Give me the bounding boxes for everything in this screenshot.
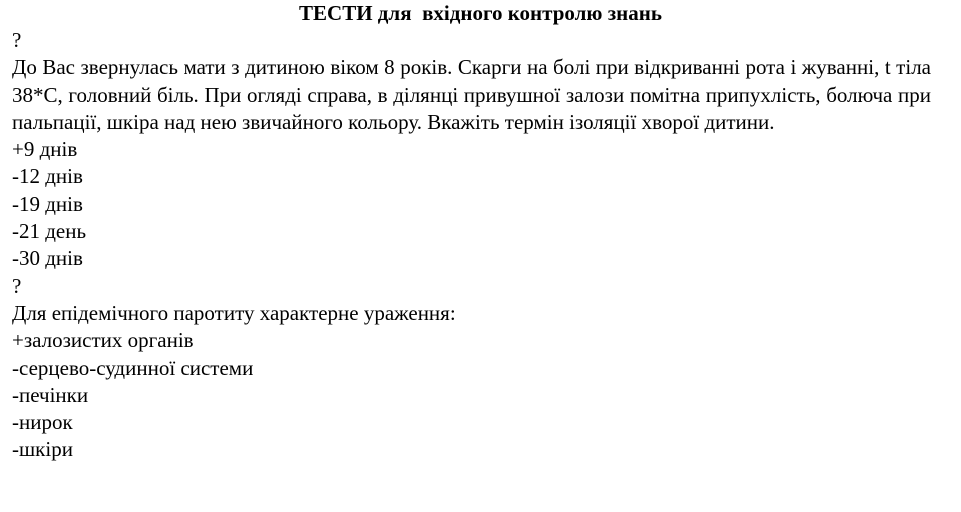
answer-option: -12 днів	[12, 164, 83, 189]
answer-option: -21 день	[12, 219, 87, 244]
question-marker: ?	[12, 273, 22, 298]
answer-option: -19 днів	[12, 191, 83, 216]
answer-option: -серцево-судинної системи	[12, 355, 254, 380]
question-marker: ?	[12, 28, 22, 52]
document-title: ТЕСТИ для вхідного контролю знань	[299, 1, 662, 25]
answer-option: -шкіри	[12, 437, 73, 462]
question-block-2	[12, 273, 931, 464]
answer-option: +залозистих органів	[12, 328, 194, 353]
question-text: Для епідемічного паротиту характерне ураження:	[12, 300, 456, 325]
answer-option: -нирок	[12, 410, 73, 435]
answer-option: -печінки	[12, 382, 89, 407]
answer-option: -30 днів	[12, 246, 83, 271]
question-block-1	[12, 27, 931, 273]
question-text: До Вас звернулась мати з дитиною віком 8 років. Скарги на болі при відкриванні рота і жуванні, t тіла 38*С, головний біль. При огляді справа, в ділянці привушної залози помітна припухлість, болюча при пальпації, шкіра над нею звичайного кольору. Вкажіть термін ізоляції хворої дитини.	[12, 55, 931, 134]
answer-option: +9 днів	[12, 137, 78, 162]
